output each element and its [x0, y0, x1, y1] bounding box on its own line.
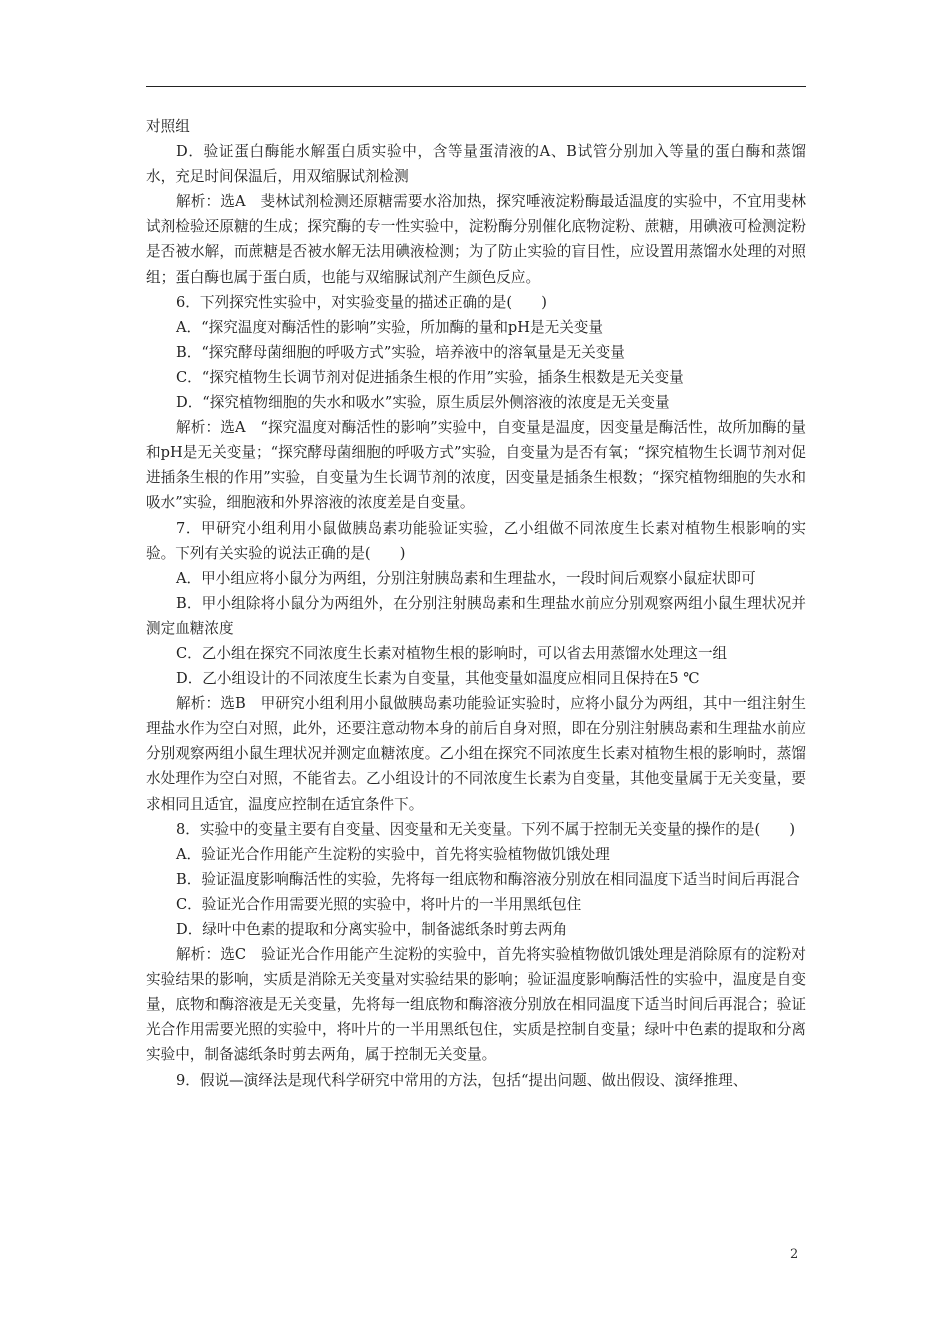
- question-9: 9．假说—演绎法是现代科学研究中常用的方法，包括“提出问题、做出假设、演绎推理、: [176, 1071, 748, 1089]
- answer-explanation: 解析：选C 验证光合作用能产生淀粉的实验中，首先将实验植物做饥饿处理是消除原有的淀粉对实验结果的影响，实质是消除无关变量对实验结果的影响；验证温度影响酶活性的实验中，温度是自变量，底物和酶溶液是无关变量，先将每一组底物和酶溶液分别放在相同温度下适当时间后再混合；验证光合作用需要光照的实验中，将叶片的一半用黑纸包住，实质是控制自变量；绿叶中色素的提取和分离实验中，制备滤纸条时剪去两角，属于控制无关变量。: [146, 946, 806, 1064]
- option-a: A．“探究温度对酶活性的影响”实验，所加酶的量和pH是无关变量: [176, 318, 603, 336]
- option-a: A．甲小组应将小鼠分为两组，分别注射胰岛素和生理盐水，一段时间后观察小鼠症状即可: [176, 569, 756, 587]
- header-rule: [146, 86, 806, 87]
- option-d: D．“探究植物细胞的失水和吸水”实验，原生质层外侧溶液的浓度是无关变量: [176, 394, 670, 412]
- answer-explanation: 解析：选A “探究温度对酶活性的影响”实验中，自变量是温度，因变量是酶活性，故所加酶的量和pH是无关变量；“探究酵母菌细胞的呼吸方式”实验，自变量为是否有氧；“探究植物生长调节剂对促进插条生根的作用”实验，自变量为生长调节剂的浓度，因变量是插条生根数；“探究植物细胞的失水和吸水”实验，细胞液和外界溶液的浓度差是自变量。: [146, 419, 806, 512]
- option-c: C．“探究植物生长调节剂对促进插条生根的作用”实验，插条生根数是无关变量: [176, 368, 684, 386]
- option-a: A．验证光合作用能产生淀粉的实验中，首先将实验植物做饥饿处理: [176, 845, 610, 863]
- option-c: C．乙小组在探究不同浓度生长素对植物生根的影响时，可以省去用蒸馏水处理这一组: [176, 644, 728, 662]
- question-8: 8．实验中的变量主要有自变量、因变量和无关变量。下列不属于控制无关变量的操作的是( ): [176, 820, 796, 838]
- paragraph: 对照组: [146, 118, 190, 135]
- option-b: B．验证温度影响酶活性的实验，先将每一组底物和酶溶液分别放在相同温度下适当时间后再混合: [176, 870, 800, 888]
- question-6: 6．下列探究性实验中，对实验变量的描述正确的是( ): [176, 293, 547, 311]
- option-d: D．绿叶中色素的提取和分离实验中，制备滤纸条时剪去两角: [176, 921, 568, 938]
- option-d: D．乙小组设计的不同浓度生长素为自变量，其他变量如温度应相同且保持在5 ℃: [176, 670, 700, 688]
- option-d: D．验证蛋白酶能水解蛋白质实验中，含等量蛋清液的A、B试管分别加入等量的蛋白酶和蒸馏水，充足时间保温后，用双缩脲试剂检测: [146, 143, 806, 186]
- answer-explanation: 解析：选A 斐林试剂检测还原糖需要水浴加热，探究唾液淀粉酶最适温度的实验中，不宜用斐林试剂检验还原糖的生成；探究酶的专一性实验中，淀粉酶分别催化底物淀粉、蔗糖，用碘液可检测淀粉是否被水解，而蔗糖是否被水解无法用碘液检测；为了防止实验的盲目性，应设置用蒸馏水处理的对照组；蛋白酶也属于蛋白质，也能与双缩脲试剂产生颜色反应。: [146, 193, 806, 286]
- option-c: C．验证光合作用需要光照的实验中，将叶片的一半用黑纸包住: [176, 895, 582, 913]
- question-7: 7．甲研究小组利用小鼠做胰岛素功能验证实验，乙小组做不同浓度生长素对植物生根影响的实验。下列有关实验的说法正确的是( ): [146, 519, 806, 562]
- answer-explanation: 解析：选B 甲研究小组利用小鼠做胰岛素功能验证实验时，应将小鼠分为两组，其中一组注射生理盐水作为空白对照，此外，还要注意动物本身的前后自身对照，即在分别注射胰岛素和生理盐水前应分别观察两组小鼠生理状况并测定血糖浓度。乙小组在探究不同浓度生长素对植物生根的影响时，蒸馏水处理作为空白对照，不能省去。乙小组设计的不同浓度生长素为自变量，其他变量属于无关变量，要求相同且适宜，温度应控制在适宜条件下。: [146, 695, 806, 813]
- page-number: 2: [790, 1247, 799, 1262]
- option-b: B．“探究酵母菌细胞的呼吸方式”实验，培养液中的溶氧量是无关变量: [176, 343, 625, 361]
- page-body: [146, 114, 806, 1093]
- option-b: B．甲小组除将小鼠分为两组外，在分别注射胰岛素和生理盐水前应分别观察两组小鼠生理状况并测定血糖浓度: [146, 594, 806, 637]
